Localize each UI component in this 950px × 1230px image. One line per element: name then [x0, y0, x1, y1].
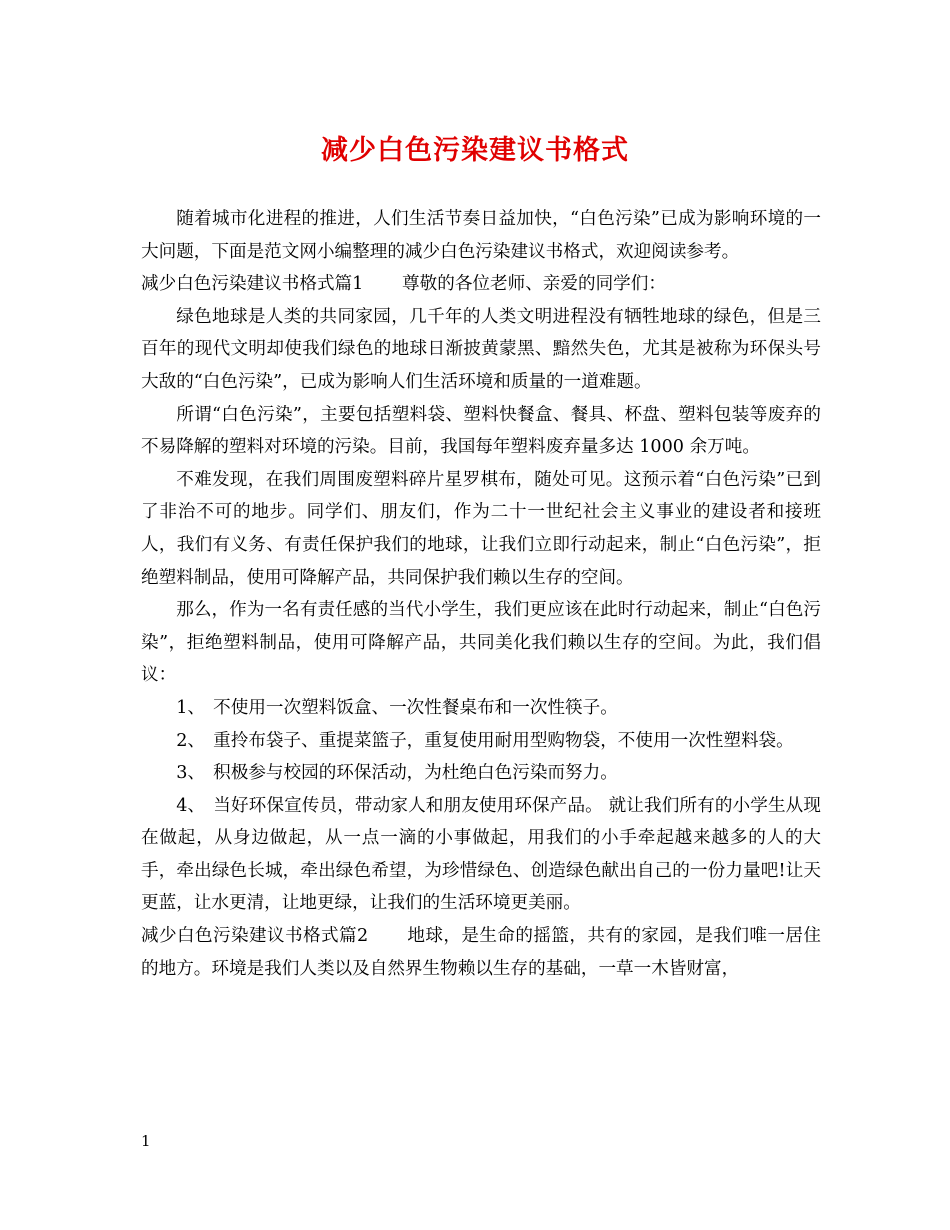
- list-text: 积极参与校园的环保活动，为杜绝白色污染而努力。: [213, 763, 618, 784]
- list-item: [141, 790, 821, 920]
- list-item: [141, 692, 821, 725]
- list-item: [141, 757, 821, 790]
- section-heading: 减少白色污染建议书格式篇1: [141, 274, 364, 295]
- list-text: 不使用一次塑料饭盒、一次性餐桌布和一次性筷子。: [213, 697, 618, 718]
- list-number: 3、: [176, 763, 205, 784]
- body-paragraph: 随着城市化进程的推进，人们生活节奏日益加快，“白色污染”已成为影响环境的一大问题，下面是范文网小编整理的减少白色污染建议书格式，欢迎阅读参考。: [141, 209, 821, 262]
- section-text: 尊敬的各位老师、亲爱的同学们：: [402, 274, 666, 295]
- list-text: 当好环保宣传员，带动家人和朋友使用环保产品。 就让我们所有的小学生从现在做起，从身边做起，从一点一滴的小事做起，用我们的小手牵起越来越多的人的大手，牵出绿色长城，牵出绿色希望，为珍惜绿色、创造绿色献出自己的一份力量吧!让天更蓝，让水更清，让地更绿，让我们的生活环境更美丽。: [141, 795, 821, 914]
- list-text: 重拎布袋子、重提菜篮子，重复使用耐用型购物袋，不使用一次性塑料袋。: [213, 730, 794, 751]
- body-paragraph: 所谓“白色污染”，主要包括塑料袋、塑料快餐盒、餐具、杯盘、塑料包装等废弃的不易降解的塑料对环境的污染。目前，我国每年塑料废弃量多达 1000 余万吨。: [141, 404, 821, 458]
- page-number: 1: [141, 1132, 151, 1150]
- section-paragraph: [141, 268, 821, 301]
- document-body: [141, 203, 821, 985]
- list-number: 2、: [176, 730, 205, 751]
- body-paragraph: 绿色地球是人类的共同家园，几千年的人类文明进程没有牺牲地球的绿色，但是三百年的现代文明却使我们绿色的地球日渐披黄蒙黑、黯然失色，尤其是被称为环保头号大敌的“白色污染”，已成为影响人们生活环境和质量的一道难题。: [141, 306, 821, 392]
- list-number: 4、: [176, 795, 205, 816]
- body-paragraph: 那么，作为一名有责任感的当代小学生，我们更应该在此时行动起来，制止“白色污染”，拒绝塑料制品，使用可降解产品，共同美化我们赖以生存的空间。为此，我们倡议：: [141, 600, 821, 686]
- list-item: [141, 725, 821, 758]
- list-number: 1、: [176, 697, 205, 718]
- section-paragraph: [141, 920, 821, 985]
- body-paragraph: 不难发现，在我们周围废塑料碎片星罗棋布，随处可见。这预示着“白色污染”已到了非治不可的地步。同学们、朋友们，作为二十一世纪社会主义事业的建设者和接班人，我们有义务、有责任保护我们的地球，让我们立即行动起来，制止“白色污染”，拒绝塑料制品，使用可降解产品，共同保护我们赖以生存的空间。: [141, 469, 821, 588]
- document-title: 减少白色污染建议书格式: [321, 135, 629, 166]
- section-text: 地球，是生命的摇篮，共有的家园，是我们唯一居住的地方。环境是我们人类以及自然界生物赖以生存的基础，一草一木皆财富，: [141, 926, 821, 979]
- section-heading: 减少白色污染建议书格式篇2: [141, 926, 369, 947]
